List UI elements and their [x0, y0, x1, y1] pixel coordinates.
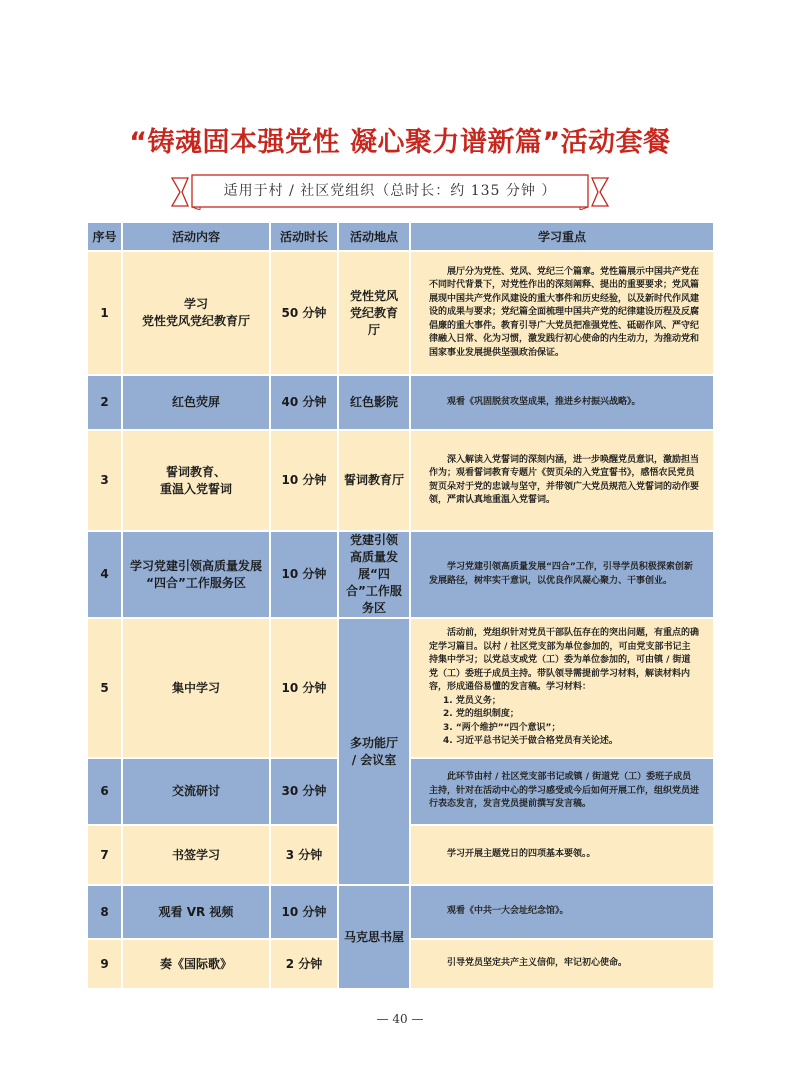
focus-text: 活动前，党组织针对党员干部队伍存在的突出问题，有重点的确定学习篇目。以村 / 社区党支部为单位参加的，可由党支部书记主持集中学习；以党总支或党（工）委为单位参加的，可由镇 / 街道党（工）委班子成员主持。带队领导需提前学习材料，解读材料内容，形成通俗易懂的发言稿。学习材料： [429, 628, 700, 693]
activity-location: 党建引领高质量发展“四合”工作服务区 [338, 531, 410, 618]
table-row [87, 531, 714, 618]
focus-text: 观看《巩固脱贫攻坚成果，推进乡村振兴战略》。 [447, 396, 641, 407]
material-item: 4. 习近平总书记关于做合格党员有关论述。 [443, 736, 618, 747]
header-focus: 学习重点 [410, 222, 714, 251]
activity-duration: 10 分钟 [270, 531, 338, 618]
content-line: 交流研讨 [171, 784, 220, 798]
activity-content [122, 825, 270, 885]
content-line: 重温入党誓词 [159, 481, 232, 496]
activity-location: 多功能厅 / 会议室 [338, 618, 410, 885]
content-line: “四合”工作服务区 [146, 575, 246, 590]
content-line: 集中学习 [171, 680, 220, 695]
content-line: 观看 VR 视频 [158, 904, 234, 919]
row-number: 6 [87, 758, 122, 825]
activity-location: 红色影院 [338, 375, 410, 430]
content-line: 红色荧屏 [171, 395, 220, 409]
learning-focus [410, 939, 714, 989]
table-row [87, 430, 714, 531]
row-number: 1 [87, 251, 122, 375]
activity-content [122, 531, 270, 618]
learning-focus [410, 758, 714, 825]
learning-focus [410, 885, 714, 939]
learning-focus [410, 375, 714, 430]
header-duration: 活动时长 [270, 222, 338, 251]
content-line: 书签学习 [171, 847, 220, 862]
material-item: 1. 党员义务； [443, 695, 501, 706]
header-content: 活动内容 [122, 222, 270, 251]
row-number: 7 [87, 825, 122, 885]
header-no: 序号 [87, 222, 122, 251]
page-title: “铸魂固本强党性 凝心聚力谱新篇”活动套餐 [129, 127, 671, 158]
activity-content [122, 885, 270, 939]
material-item: 3. “两个维护”“四个意识”； [443, 722, 561, 733]
content-line: 学习 [183, 297, 208, 311]
content-line: 党性党风党纪教育厅 [141, 314, 250, 328]
content-line: 誓词教育、 [165, 464, 226, 479]
activity-location: 誓词教育厅 [338, 430, 410, 531]
subtitle: 适用于村 / 社区党组织（总时长：约 135 分钟 ） [223, 183, 557, 199]
row-number: 8 [87, 885, 122, 939]
activity-content [122, 939, 270, 989]
activity-duration: 10 分钟 [270, 430, 338, 531]
learning-focus [410, 251, 714, 375]
page-number: — 40 — [376, 1012, 424, 1026]
content-line: 奏《国际歌》 [159, 956, 232, 971]
activity-table [86, 221, 715, 990]
content-line: 学习党建引领高质量发展 [129, 558, 262, 573]
row-number: 5 [87, 618, 122, 758]
material-item: 2. 党的组织制度； [443, 709, 519, 720]
focus-text: 学习党建引领高质量发展“四合”工作，引导学员积极探索创新发展路径，树牢实干意识，以优良作风凝心聚力、干事创业。 [429, 562, 693, 586]
row-number: 2 [87, 375, 122, 430]
learning-focus [410, 430, 714, 531]
activity-content [122, 430, 270, 531]
activity-duration: 40 分钟 [270, 375, 338, 430]
focus-text: 此环节由村 / 社区党支部书记或镇 / 街道党（工）委班子成员主持，针对在活动中心的学习感受或今后如何开展工作，组织党员进行表态发言，发言党员提前撰写发言稿。 [429, 772, 700, 810]
learning-focus [410, 531, 714, 618]
row-number: 4 [87, 531, 122, 618]
activity-duration: 10 分钟 [270, 885, 338, 939]
focus-text: 深入解读入党誓词的深刻内涵，进一步唤醒党员意识，激励担当作为；观看誓词教育专题片《贺页朵的入党宣誓书》，感悟农民党员贺页朵对于党的忠诚与坚守，并带领广大党员规范入党誓词的动作要领，严肃认真地重温入党誓词。 [429, 454, 700, 505]
activity-content [122, 375, 270, 430]
focus-text: 引导党员坚定共产主义信仰，牢记初心使命。 [447, 958, 628, 969]
row-number: 3 [87, 430, 122, 531]
activity-location: 马克思书屋 [338, 885, 410, 989]
focus-text: 展厅分为党性、党风、党纪三个篇章。党性篇展示中国共产党在不同时代背景下，对党性作出的深刻阐释、提出的重要要求；党风篇展现中国共产党作风建设的重大事件和历史经验，以及新时代作风建设的成果与要求；党纪篇全面梳理中国共产党的纪律建设历程及反腐倡廉的重大事件。教育引导广大党员把准强党性、砥砺作风、严守纪律融入日常、化为习惯，激发践行初心使命的内生动力，为推动党和国家事业发展提供坚强政治保证。 [429, 266, 700, 358]
activity-content [122, 618, 270, 758]
activity-duration: 50 分钟 [270, 251, 338, 375]
table-header-row [87, 222, 714, 251]
activity-location: 党性党风党纪教育厅 [338, 251, 410, 375]
table-row [87, 618, 714, 758]
activity-duration: 3 分钟 [270, 825, 338, 885]
table-row [87, 251, 714, 375]
activity-content [122, 758, 270, 825]
table-row [87, 375, 714, 430]
learning-focus [410, 618, 714, 758]
header-location: 活动地点 [338, 222, 410, 251]
row-number: 9 [87, 939, 122, 989]
activity-duration: 10 分钟 [270, 618, 338, 758]
activity-duration: 30 分钟 [270, 758, 338, 825]
activity-duration: 2 分钟 [270, 939, 338, 989]
subtitle-ribbon [170, 174, 610, 210]
table-row [87, 885, 714, 939]
focus-text: 观看《中共一大会址纪念馆》。 [447, 906, 569, 917]
learning-focus [410, 825, 714, 885]
activity-content [122, 251, 270, 375]
focus-text: 学习开展主题党日的四项基本要领。。 [447, 849, 596, 860]
